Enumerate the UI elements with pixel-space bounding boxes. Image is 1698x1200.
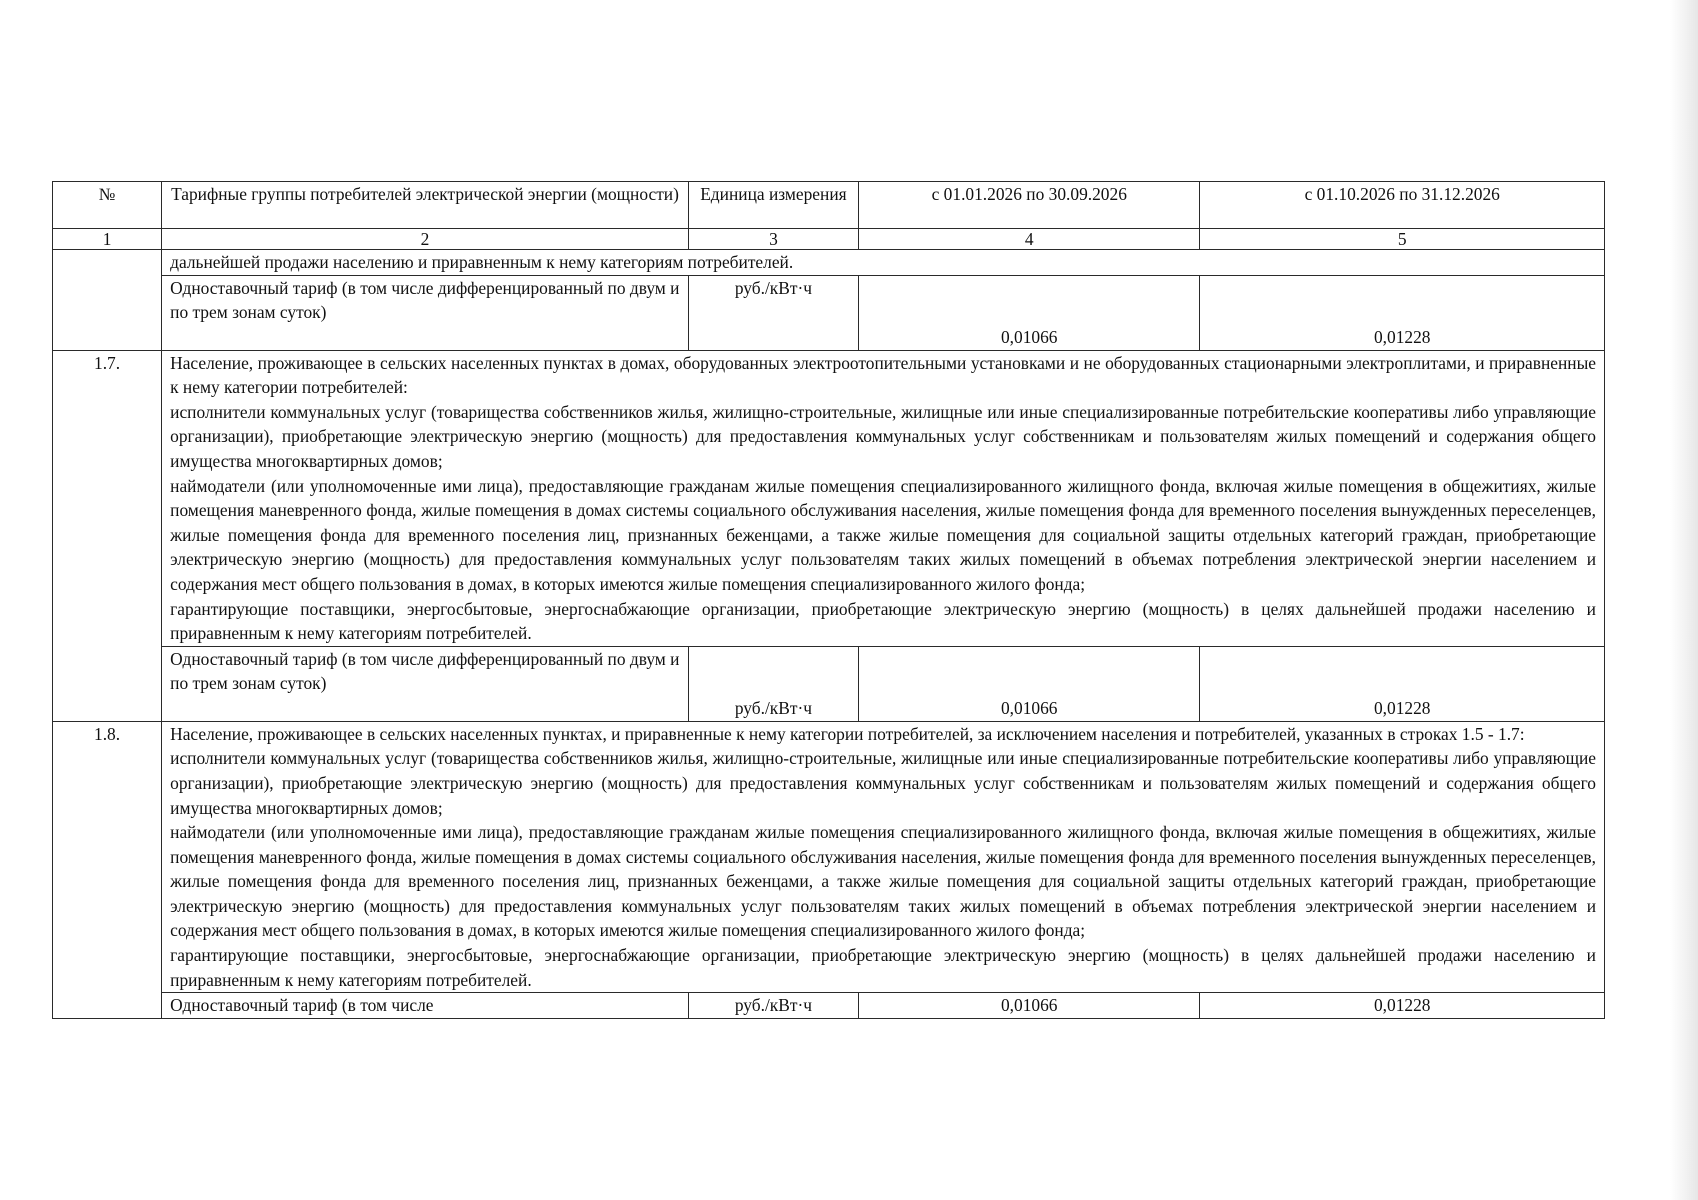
tariff-value-period-2: 0,01228 bbox=[1200, 646, 1605, 721]
table-row-1-7-tariff bbox=[53, 646, 1605, 721]
unit-cell: руб./кВт·ч bbox=[688, 275, 858, 350]
tariff-value-period-1: 0,01066 bbox=[859, 993, 1200, 1019]
row-number-empty bbox=[53, 250, 162, 351]
column-number: 2 bbox=[162, 229, 689, 250]
header-tariff-groups: Тарифные группы потребителей электрической энергии (мощности) bbox=[162, 182, 689, 229]
table-row-1-8-tariff bbox=[53, 993, 1605, 1019]
column-number: 4 bbox=[859, 229, 1200, 250]
header-number: № bbox=[53, 182, 162, 229]
row-number: 1.8. bbox=[53, 721, 162, 1018]
table-row-1-8-description bbox=[53, 721, 1605, 993]
description-paragraph: исполнители коммунальных услуг (товарищества собственников жилья, жилищно-строительные, жилищные или иные специализированные потребительские кооперативы либо управляющие организации), приобретающие электрическую энергию (мощность) для предоставления коммунальных услуг собственникам и пользователям жилых помещений и содержания общего имущества многоквартирных домов; bbox=[170, 401, 1596, 471]
description-paragraph: наймодатели (или уполномоченные ими лица), предоставляющие гражданам жилые помещения специализированного жилищного фонда, включая жилые помещения в общежитиях, жилые помещения маневренного фонда, жилые помещения в домах системы социального обслуживания населения, жилые помещения фонда для временного поселения вынужденных переселенцев, жилые помещения фонда для временного поселения лиц, признанных беженцами, а также жилые помещения для социальной защиты отдельных категорий граждан, приобретающие электрическую энергию (мощность) для предоставления коммунальных услуг пользователям таких жилых помещений в объемах потребления электрической энергии населением и содержания мест общего пользования в домах, в которых имеются жилые помещения специализированного жилого фонда; bbox=[170, 822, 1596, 941]
tariff-value-period-1: 0,01066 bbox=[859, 646, 1200, 721]
table-row-1-7-description bbox=[53, 350, 1605, 646]
tariff-label: Одноставочный тариф (в том числе bbox=[162, 993, 689, 1019]
tariff-value-period-1: 0,01066 bbox=[859, 275, 1200, 350]
header-period-1: с 01.01.2026 по 30.09.2026 bbox=[859, 182, 1200, 229]
unit-cell: руб./кВт·ч bbox=[688, 646, 858, 721]
header-period-2: с 01.10.2026 по 31.12.2026 bbox=[1200, 182, 1605, 229]
column-number: 3 bbox=[688, 229, 858, 250]
column-numbers-row bbox=[53, 229, 1605, 250]
continuation-text: дальнейшей продажи населению и приравненным к нему категориям потребителей. bbox=[162, 250, 1605, 276]
tariff-value-period-2: 0,01228 bbox=[1200, 993, 1605, 1019]
tariff-value-period-2: 0,01228 bbox=[1200, 275, 1605, 350]
description-paragraph: гарантирующие поставщики, энергосбытовые, энергоснабжающие организации, приобретающие электрическую энергию (мощность) в целях дальнейшей продажи населению и приравненным к нему категориям потребителей. bbox=[170, 945, 1596, 990]
column-number: 5 bbox=[1200, 229, 1605, 250]
table-header-row bbox=[53, 182, 1605, 229]
scan-edge-shadow bbox=[1670, 0, 1698, 1200]
tariff-table bbox=[52, 181, 1605, 1019]
description-paragraph: Население, проживающее в сельских населенных пунктах, и приравненные к нему категории потребителей, за исключением населения и потребителей, указанных в строках 1.5 - 1.7: bbox=[170, 723, 1525, 744]
header-unit: Единица измерения bbox=[688, 182, 858, 229]
tariff-document bbox=[52, 181, 1605, 1019]
description-paragraph: гарантирующие поставщики, энергосбытовые, энергоснабжающие организации, приобретающие электрическую энергию (мощность) в целях дальнейшей продажи населению и приравненным к нему категориям потребителей. bbox=[170, 598, 1596, 644]
unit-cell: руб./кВт·ч bbox=[688, 993, 858, 1019]
description-paragraph: Население, проживающее в сельских населенных пунктах в домах, оборудованных электроотопительными установками и не оборудованных стационарными электроплитами, и приравненные к нему категории потребителей: bbox=[170, 352, 1596, 398]
tariff-label: Одноставочный тариф (в том числе дифференцированный по двум и по трем зонам суток) bbox=[162, 275, 689, 350]
description-paragraph: наймодатели (или уполномоченные ими лица), предоставляющие гражданам жилые помещения специализированного жилищного фонда, включая жилые помещения в общежитиях, жилые помещения маневренного фонда, жилые помещения в домах системы социального обслуживания населения, жилые помещения фонда для временного поселения вынужденных переселенцев, жилые помещения фонда для временного поселения лиц, признанных беженцами, а также жилые помещения для социальной защиты отдельных категорий граждан, приобретающие электрическую энергию (мощность) для предоставления коммунальных услуг пользователям таких жилых помещений в объемах потребления электрической энергии населением и содержания мест общего пользования в домах, в которых имеются жилые помещения специализированного жилого фонда; bbox=[170, 475, 1596, 594]
column-number: 1 bbox=[53, 229, 162, 250]
row-number: 1.7. bbox=[53, 350, 162, 721]
tariff-label: Одноставочный тариф (в том числе дифференцированный по двум и по трем зонам суток) bbox=[162, 646, 689, 721]
table-row-continuation-tariff bbox=[53, 275, 1605, 350]
row-description bbox=[162, 721, 1605, 993]
row-description bbox=[162, 350, 1605, 646]
description-paragraph: исполнители коммунальных услуг (товарищества собственников жилья, жилищно-строительные, жилищные или иные специализированные потребительские кооперативы либо управляющие организации), приобретающие электрическую энергию (мощность) для предоставления коммунальных услуг собственникам и пользователям жилых помещений и содержания общего имущества многоквартирных домов; bbox=[170, 748, 1596, 818]
table-row-continuation-text bbox=[53, 250, 1605, 276]
